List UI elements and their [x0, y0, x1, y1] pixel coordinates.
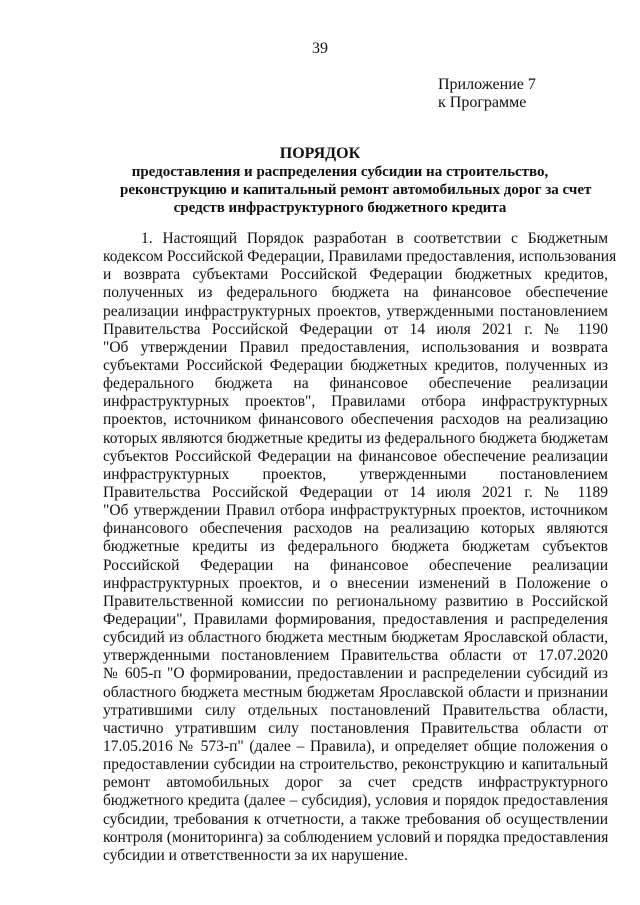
- body-line: субсидии и ответственности за их нарушение.: [103, 846, 408, 864]
- body-line: 1. Настоящий Порядок разработан в соответствии с Бюджетным: [141, 230, 608, 247]
- body-line: предоставлении субсидии на строительство, реконструкцию и капитальный: [103, 756, 608, 774]
- document-title: ПОРЯДОК: [279, 145, 361, 162]
- document-subtitle: [120, 163, 592, 217]
- page-number: 39: [312, 40, 328, 57]
- body-line: областного бюджета местным бюджетам Ярославской области и признании: [103, 683, 608, 701]
- body-line: 17.05.2016 № 573-п" (далее – Правила), и определяет общие положения о: [103, 737, 608, 755]
- body-line: частично утратившим силу постановления Правительства области от: [103, 719, 608, 737]
- body-paragraph: [103, 230, 617, 865]
- body-line: ремонт автомобильных дорог за счет средств инфраструктурного: [103, 774, 608, 792]
- body-line: инфраструктурных проектов, и о внесении изменений в Положение о: [103, 574, 608, 592]
- body-line: бюджетного кредита (далее – субсидия), условия и порядок предоставления: [103, 792, 608, 810]
- body-line: № 605-п "О формировании, предоставлении и распределении субсидий из: [103, 665, 608, 683]
- body-line: Федерации", Правилами формирования, предоставления и распределения: [103, 610, 608, 628]
- body-line: Правительственной комиссии по региональному развитию в Российской: [103, 592, 608, 610]
- body-line: и возврата субъектами Российской Федерации бюджетных кредитов,: [103, 266, 608, 284]
- subtitle-line: средств инфраструктурного бюджетного кредита: [173, 200, 507, 216]
- body-line: "Об утверждении Правил отбора инфраструктурных проектов, источником: [103, 502, 608, 520]
- body-line: кодексом Российской Федерации, Правилами предоставления, использования: [103, 248, 617, 266]
- body-line: которых являются бюджетные кредиты из федерального бюджета бюджетам: [103, 429, 609, 447]
- body-line: утвержденными постановлением Правительства области от 17.07.2020: [103, 647, 608, 665]
- body-line: субъектами Российской Федерации бюджетных кредитов, полученных из: [103, 356, 608, 374]
- body-line: утратившими силу отдельных постановлений Правительства области,: [103, 701, 608, 719]
- body-line: Российской Федерации на финансовое обеспечение реализации: [103, 556, 608, 574]
- body-line: контроля (мониторинга) за соблюдением условий и порядка предоставления: [103, 828, 609, 846]
- appendix-line-1: Приложение 7: [438, 76, 536, 93]
- body-line: инфраструктурных проектов", Правилами отбора инфраструктурных: [103, 393, 608, 411]
- subtitle-line: реконструкцию и капитальный ремонт автомобильных дорог за счет: [120, 182, 592, 198]
- body-line: инфраструктурных проектов, утвержденными постановлением: [103, 465, 608, 483]
- body-line: Правительства Российской Федерации от 14 июля 2021 г. № 1190: [103, 320, 608, 338]
- body-line: федерального бюджета на финансовое обеспечение реализации: [103, 375, 608, 393]
- body-line: бюджетные кредиты из федерального бюджета бюджетам субъектов: [103, 538, 608, 556]
- body-line: субсидий из областного бюджета местным бюджетам Ярославской области,: [103, 629, 608, 647]
- body-line: финансового обеспечения расходов на реализацию которых являются: [103, 520, 608, 538]
- body-line: полученных из федерального бюджета на финансовое обеспечение: [103, 284, 608, 302]
- appendix-line-2: к Программе: [438, 94, 527, 111]
- body-line: субсидии, требования к отчетности, а также требования об осуществлении: [103, 810, 608, 828]
- body-line: реализации инфраструктурных проектов, утвержденными постановлением: [103, 302, 608, 320]
- body-line: "Об утверждении Правил предоставления, использования и возврата: [103, 338, 608, 356]
- body-line: субъектов Российской Федерации на финансовое обеспечение реализации: [103, 447, 608, 465]
- body-line: проектов, источником финансового обеспечения расходов на реализацию: [103, 411, 608, 429]
- body-line: Правительства Российской Федерации от 14 июля 2021 г. № 1189: [103, 483, 608, 501]
- subtitle-line: предоставления и распределения субсидии на строительство,: [131, 164, 549, 180]
- appendix-reference: [438, 76, 536, 112]
